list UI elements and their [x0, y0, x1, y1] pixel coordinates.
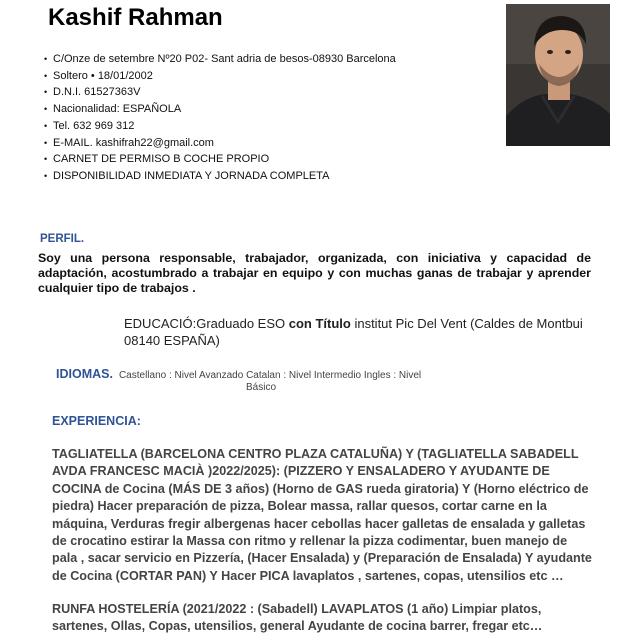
contact-availability: • DISPONIBILIDAD INMEDIATA Y JORNADA COMPLETA	[44, 169, 330, 182]
contact-phone: • Tel. 632 969 312	[44, 119, 135, 132]
languages-heading: IDIOMAS.	[56, 367, 113, 381]
contact-email: • E-MAIL. kashifrah22@gmail.com	[44, 136, 214, 149]
experience-item-runfa: RUNFA HOSTELERÍA (2021/2022 : (Sabadell) LAVAPLATOS (1 año) Limpiar platos, sartenes, Ollas, Copas, utensilios, general Ayudante de cocina barrer, fregar etc…	[52, 602, 543, 634]
contact-dni: • D.N.I. 61527363V	[44, 86, 141, 99]
experience-item-tagliatella: TAGLIATELLA (BARCELONA CENTRO PLAZA CATALUÑA) Y (TAGLIATELLA SABADELL AVDA FRANCESC MACIÀ )2022/2025): (PIZZERO Y ENSALADERO Y AYUDANTE DE COCINA de Cocina (MÁS DE 3 años) (Horno de GAS rueda giratoria) Y (Horno eléctrico de piedra) Hacer preparación de pizza, Bolear massa, rallar quesos, cortar carne en la máquina, Verduras fregir albergenas hacer cebollas hacer galletas de ensalada y galletas de crocatino estirar la Massa con ritmo y rellenar la pizza codimentar, buen manejo de pala , sacar servicio en Pizzería, (Hacer Ensalada) y (Preparación de Ensalada) Y ayudante de Cocina (CORTAR PAN) Y Hacer PICA lavaplatos , sartenes, copas, utensilios etc …	[52, 447, 592, 583]
contact-address: • C/Onze de setembre Nº20 P02- Sant adria de besos-08930 Barcelona	[44, 53, 396, 65]
contact-nationality: • Nacionalidad: ESPAÑOLA	[44, 103, 182, 116]
profile-photo	[506, 4, 610, 146]
candidate-name: Kashif Rahman	[48, 4, 223, 31]
contact-status-dob: • Soltero • 18/01/2002	[44, 69, 153, 82]
languages-section	[56, 367, 486, 393]
perfil-heading: PERFIL.	[40, 233, 85, 245]
languages-text-cont: Básico	[246, 382, 277, 393]
contact-list	[44, 51, 396, 185]
languages-text: Castellano : Nivel Avanzado Catalan : Nivel Intermedio Ingles : Nivel	[118, 370, 422, 381]
education-line: EDUCACIÓ:Graduado ESO con Título institut Pic Del Vent (Caldes de Montbui 08140 ESPAÑA)	[124, 316, 583, 348]
perfil-text: Soy una persona responsable, trabajador, organizada, con iniciativa y capacidad de adaptación, acostumbrado a trabajar en equipo y con muchas ganas de trabajar y aprender cualquier tipo de trabajos .	[38, 251, 591, 296]
contact-license: • CARNET DE PERMISO B COCHE PROPIO	[44, 153, 270, 166]
experience-heading: EXPERIENCIA:	[52, 414, 141, 428]
